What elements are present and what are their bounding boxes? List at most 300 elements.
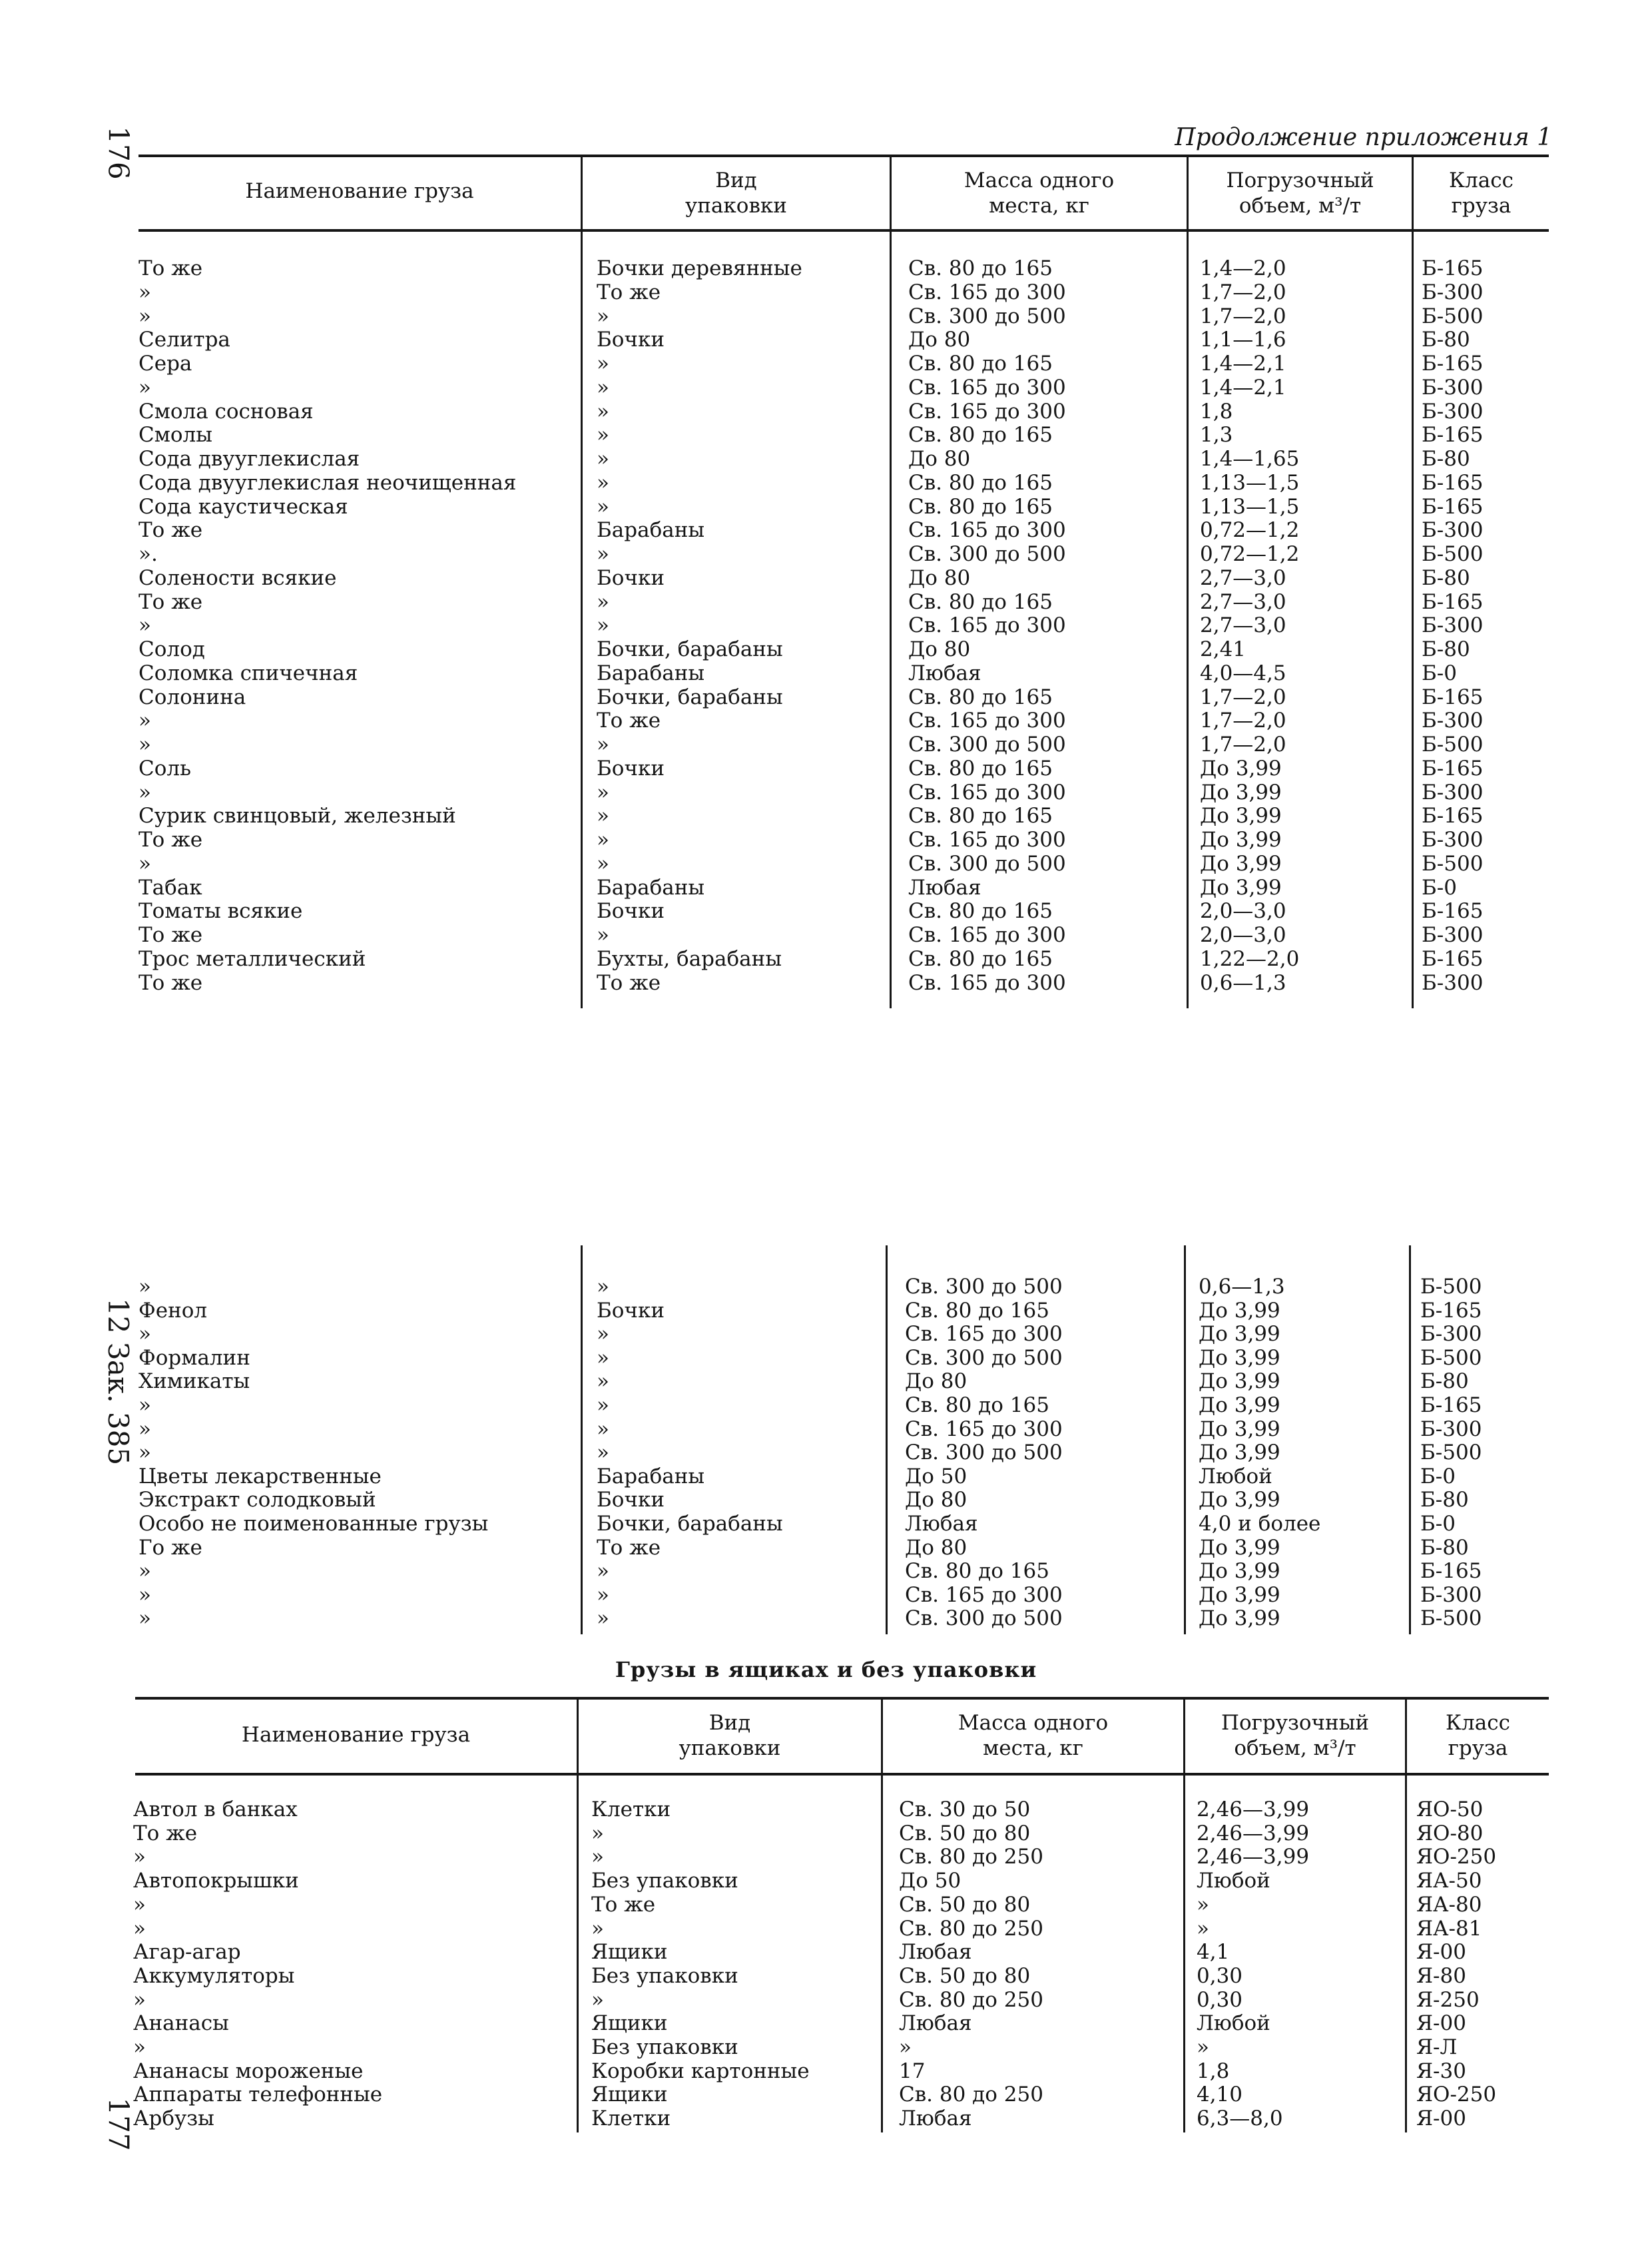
cell-name: » (138, 780, 151, 805)
header-mass-2: места, кг (983, 1736, 1083, 1760)
cell-class: Б-165 (1420, 1559, 1482, 1584)
cell-name: Аппараты телефонные (133, 2083, 383, 2107)
cell-volume: 0,72—1,2 (1200, 542, 1300, 566)
cell-class: Б-165 (1422, 494, 1484, 519)
table-row (0, 662, 1652, 685)
cell-class: Я-30 (1416, 2059, 1466, 2083)
cell-volume: 0,72—1,2 (1200, 518, 1300, 543)
cell-volume: До 3,99 (1200, 756, 1282, 781)
table-row (0, 1798, 1652, 1821)
cell-mass: Св. 80 до 165 (908, 589, 1053, 614)
cell-mass: Св. 80 до 165 (908, 494, 1053, 519)
table-row (0, 472, 1652, 495)
cell-packaging: Клетки (591, 1797, 671, 1821)
header-volume-1: Погрузочный (1226, 168, 1374, 192)
table-row (0, 1893, 1652, 1917)
cell-volume: 4,10 (1197, 2083, 1243, 2107)
cell-mass: Св. 80 до 250 (899, 1987, 1043, 2012)
table-row (0, 805, 1652, 828)
cell-mass: Св. 80 до 250 (899, 2083, 1043, 2107)
cell-volume: 1,7—2,0 (1200, 685, 1286, 709)
cell-class: Б-500 (1422, 733, 1484, 757)
cell-mass: До 80 (905, 1369, 967, 1394)
cell-class: Б-80 (1420, 1369, 1469, 1394)
cell-name: ». (138, 542, 158, 566)
cell-volume: До 3,99 (1199, 1559, 1280, 1584)
cell-mass: Св. 165 до 300 (908, 970, 1066, 995)
header-class-1: Класс (1446, 1711, 1510, 1735)
cell-packaging: » (597, 1345, 609, 1370)
header-mass-2: места, кг (989, 194, 1089, 218)
cell-name: Ананасы мороженые (133, 2059, 364, 2083)
cell-mass: До 80 (908, 328, 971, 352)
cell-mass: Св. 165 до 300 (905, 1582, 1063, 1607)
cell-class: Б-300 (1422, 970, 1484, 995)
table-row (0, 686, 1652, 709)
cell-name: Сода двууглекислая (138, 447, 360, 471)
cell-packaging: » (597, 1393, 609, 1417)
cell-mass: Св. 80 до 165 (908, 685, 1053, 709)
cell-packaging: Бочки (597, 1488, 665, 1512)
cell-mass: » (899, 2035, 912, 2059)
cell-class: Б-165 (1422, 756, 1484, 781)
cell-mass: Св. 300 до 500 (905, 1345, 1063, 1370)
cell-name: Ананасы (133, 2011, 229, 2036)
table3-header-rule (135, 1773, 1549, 1776)
cell-name: » (133, 1892, 146, 1917)
cell-volume: До 3,99 (1199, 1369, 1280, 1394)
table-row (0, 1845, 1652, 1869)
cell-name: Арбузы (133, 2106, 214, 2131)
cell-mass: Св. 300 до 500 (908, 733, 1066, 757)
cell-packaging: » (597, 923, 609, 947)
table-row (0, 1869, 1652, 1893)
cell-packaging: » (597, 447, 609, 471)
cell-volume: 1,1—1,6 (1200, 328, 1286, 352)
cell-mass: Св. 165 до 300 (905, 1417, 1063, 1441)
table1-header-rule (138, 229, 1549, 232)
cell-volume: 1,3 (1200, 423, 1233, 448)
cell-mass: До 80 (908, 637, 971, 661)
cell-class: Б-80 (1420, 1535, 1469, 1560)
cell-class: Б-300 (1422, 375, 1484, 400)
cell-packaging: Бочки (597, 756, 665, 781)
header-pack-2: упаковки (685, 194, 787, 218)
cell-name: » (138, 1275, 151, 1299)
cell-mass: Св. 300 до 500 (908, 851, 1066, 876)
cell-name: Автопокрышки (133, 1869, 299, 1893)
cell-volume: 0,30 (1197, 1963, 1243, 1988)
table-row (0, 733, 1652, 757)
cell-mass: Св. 80 до 165 (905, 1559, 1049, 1584)
continuation-caption: Продолжение приложения 1 (1175, 124, 1552, 151)
cell-class: Я-00 (1416, 1940, 1466, 1965)
cell-mass: Св. 165 до 300 (908, 280, 1066, 304)
cell-mass: Св. 50 до 80 (899, 1963, 1031, 1988)
cell-name: Особо не поименованные грузы (138, 1512, 489, 1536)
cell-mass: Св. 300 до 500 (908, 304, 1066, 328)
cell-packaging: » (597, 494, 609, 519)
cell-class: Б-165 (1422, 804, 1484, 828)
table-row (0, 591, 1652, 614)
cell-mass: Св. 80 до 165 (908, 756, 1053, 781)
cell-name: » (138, 709, 151, 733)
table-row (0, 614, 1652, 637)
cell-packaging: » (597, 423, 609, 448)
cell-packaging: Бухты, барабаны (597, 946, 782, 971)
cell-mass: Любая (908, 875, 981, 900)
cell-packaging: То же (597, 1535, 661, 1560)
cell-name: » (138, 1417, 151, 1441)
cell-name: Аккумуляторы (133, 1963, 295, 1988)
cell-volume: До 3,99 (1199, 1298, 1280, 1323)
cell-class: ЯА-50 (1416, 1869, 1482, 1893)
cell-mass: Св. 80 до 165 (908, 946, 1053, 971)
cell-packaging: » (597, 399, 609, 424)
cell-mass: Св. 165 до 300 (908, 518, 1066, 543)
cell-volume: 1,4—2,0 (1200, 256, 1286, 280)
table-row (0, 257, 1652, 280)
cell-volume: 4,0—4,5 (1200, 661, 1286, 685)
cell-mass: 17 (899, 2059, 926, 2083)
cell-volume: 1,13—1,5 (1200, 494, 1300, 519)
cell-class: Я-00 (1416, 2011, 1466, 2036)
table-row (0, 2107, 1652, 2130)
cell-volume: » (1197, 2035, 1209, 2059)
cell-packaging: Бочки, барабаны (597, 685, 783, 709)
cell-class: Б-300 (1422, 709, 1484, 733)
cell-packaging: Барабаны (597, 661, 705, 685)
header-name: Наименование груза (245, 179, 474, 203)
cell-volume: До 3,99 (1199, 1535, 1280, 1560)
cell-class: Б-500 (1422, 851, 1484, 876)
cell-packaging: То же (597, 709, 661, 733)
cell-class: ЯО-80 (1416, 1821, 1484, 1845)
cell-packaging: Бочки (597, 328, 665, 352)
cell-class: Б-300 (1422, 518, 1484, 543)
cell-packaging: » (597, 1322, 609, 1347)
cell-mass: Св. 50 до 80 (899, 1821, 1031, 1845)
cell-mass: Св. 165 до 300 (908, 828, 1066, 852)
cell-mass: До 50 (899, 1869, 962, 1893)
cell-volume: 1,7—2,0 (1200, 280, 1286, 304)
cell-volume: » (1197, 1916, 1209, 1941)
header-volume-1: Погрузочный (1221, 1711, 1370, 1735)
cell-name: Селитра (138, 328, 230, 352)
cell-packaging: Бочки, барабаны (597, 637, 783, 661)
table-row (0, 948, 1652, 971)
table-row (0, 1822, 1652, 1845)
cell-name: Солонина (138, 685, 246, 709)
table-row (0, 448, 1652, 471)
cell-volume: 2,46—3,99 (1197, 1797, 1310, 1821)
cell-class: Б-165 (1422, 589, 1484, 614)
cell-packaging: » (597, 1417, 609, 1441)
cell-packaging: Коробки картонные (591, 2059, 810, 2083)
table-row (0, 1917, 1652, 1941)
cell-mass: Св. 80 до 165 (908, 256, 1053, 280)
cell-volume: 2,46—3,99 (1197, 1845, 1310, 1869)
header-class-2: груза (1448, 1736, 1508, 1760)
table-row (0, 1965, 1652, 1988)
cell-class: Б-300 (1422, 828, 1484, 852)
cell-mass: Св. 80 до 250 (899, 1916, 1043, 1941)
cell-mass: Св. 80 до 165 (908, 423, 1053, 448)
cell-packaging: » (597, 304, 609, 328)
cell-packaging: » (597, 1369, 609, 1394)
cell-volume: 1,13—1,5 (1200, 470, 1300, 495)
cell-class: Б-500 (1420, 1345, 1482, 1370)
cell-packaging: Барабаны (597, 518, 705, 543)
cell-class: Б-300 (1422, 399, 1484, 424)
cell-name: Сода каустическая (138, 494, 348, 519)
table-row (0, 543, 1652, 566)
cell-name: То же (138, 923, 203, 947)
cell-packaging: Без упаковки (591, 1963, 738, 1988)
cell-class: Б-300 (1420, 1417, 1482, 1441)
cell-name: Сурик свинцовый, железный (138, 804, 456, 828)
cell-volume: 1,4—2,1 (1200, 352, 1286, 376)
table-row (0, 924, 1652, 947)
cell-mass: Св. 300 до 500 (905, 1606, 1063, 1631)
cell-volume: До 3,99 (1199, 1345, 1280, 1370)
cell-class: Б-300 (1422, 613, 1484, 638)
cell-volume: 1,7—2,0 (1200, 304, 1286, 328)
cell-class: Б-165 (1420, 1393, 1482, 1417)
cell-name: » (133, 1916, 146, 1941)
header-mass-1: Масса одного (964, 168, 1115, 192)
cell-name: Экстракт солодковый (138, 1488, 376, 1512)
cell-volume: 2,7—3,0 (1200, 565, 1286, 590)
cell-name: То же (138, 828, 203, 852)
cell-name: То же (133, 1821, 198, 1845)
cell-class: Б-165 (1422, 352, 1484, 376)
header-pack-2: упаковки (679, 1736, 781, 1760)
table-row (0, 781, 1652, 805)
cell-class: Б-500 (1420, 1606, 1482, 1631)
cell-mass: До 50 (905, 1464, 967, 1488)
table-row (0, 1512, 1652, 1536)
cell-mass: Св. 30 до 50 (899, 1797, 1031, 1821)
cell-volume: 0,6—1,3 (1199, 1275, 1285, 1299)
cell-volume: 1,7—2,0 (1200, 733, 1286, 757)
cell-volume: До 3,99 (1199, 1488, 1280, 1512)
cell-class: Б-80 (1420, 1488, 1469, 1512)
cell-packaging: » (597, 828, 609, 852)
table3-top-rule (135, 1697, 1549, 1700)
cell-mass: До 80 (905, 1488, 967, 1512)
cell-name: » (133, 1845, 146, 1869)
cell-packaging: Бочки (597, 899, 665, 924)
cell-class: Б-80 (1422, 637, 1470, 661)
cell-class: Б-165 (1422, 423, 1484, 448)
cell-name: Формалин (138, 1345, 250, 1370)
cell-class: Б-165 (1420, 1298, 1482, 1323)
cell-volume: До 3,99 (1200, 780, 1282, 805)
table-row (0, 1394, 1652, 1417)
cell-name: Сера (138, 352, 192, 376)
cell-name: » (138, 1393, 151, 1417)
cell-packaging: » (597, 352, 609, 376)
cell-packaging: » (591, 1821, 604, 1845)
cell-name: Трос металлический (138, 946, 366, 971)
cell-class: Б-0 (1422, 661, 1457, 685)
cell-name: » (138, 1441, 151, 1465)
cell-packaging: То же (591, 1892, 656, 1917)
cell-packaging: » (597, 733, 609, 757)
page-number-top: 176 (102, 126, 135, 180)
cell-packaging: » (597, 470, 609, 495)
cell-class: Я-Л (1416, 2035, 1458, 2059)
cell-class: Я-00 (1416, 2106, 1466, 2131)
header-pack-1: Вид (715, 168, 757, 192)
cell-mass: Св. 80 до 250 (899, 1845, 1043, 1869)
cell-mass: Св. 165 до 300 (908, 613, 1066, 638)
cell-name: Цветы лекарственные (138, 1464, 382, 1488)
cell-packaging: Бочки (597, 1298, 665, 1323)
cell-name: Соломка спичечная (138, 661, 358, 685)
cell-mass: Св. 300 до 500 (905, 1441, 1063, 1465)
cell-mass: Св. 80 до 165 (908, 804, 1053, 828)
cell-name: То же (138, 589, 203, 614)
table-row (0, 900, 1652, 923)
cell-mass: Св. 300 до 500 (905, 1275, 1063, 1299)
cell-class: Б-300 (1420, 1582, 1482, 1607)
table-row (0, 972, 1652, 995)
cell-mass: Св. 165 до 300 (905, 1322, 1063, 1347)
cell-packaging: Ящики (591, 1940, 668, 1965)
cell-class: Б-0 (1422, 875, 1457, 900)
cell-volume: Любой (1197, 1869, 1270, 1893)
cell-volume: 4,1 (1197, 1940, 1230, 1965)
table-row (0, 1607, 1652, 1630)
table-row (0, 1536, 1652, 1560)
cell-volume: 1,7—2,0 (1200, 709, 1286, 733)
table-row (0, 567, 1652, 590)
cell-volume: 1,4—1,65 (1200, 447, 1300, 471)
cell-name: » (138, 1322, 151, 1347)
cell-packaging: » (597, 1441, 609, 1465)
cell-volume: До 3,99 (1199, 1417, 1280, 1441)
cell-mass: Св. 300 до 500 (908, 542, 1066, 566)
cell-name: » (133, 1987, 146, 2012)
cell-mass: Любая (899, 2106, 972, 2131)
header-mass-1: Масса одного (958, 1711, 1109, 1735)
cell-name: » (138, 1582, 151, 1607)
table-row (0, 638, 1652, 661)
cell-packaging: Барабаны (597, 875, 705, 900)
cell-name: Автол в банках (133, 1797, 298, 1821)
cell-volume: Любой (1197, 2011, 1270, 2036)
table-row (0, 1323, 1652, 1346)
cell-volume: 2,0—3,0 (1200, 923, 1286, 947)
table-row (0, 2036, 1652, 2059)
cell-class: Б-300 (1422, 780, 1484, 805)
cell-volume: 6,3—8,0 (1197, 2106, 1283, 2131)
cell-volume: 2,46—3,99 (1197, 1821, 1310, 1845)
cell-packaging: То же (597, 280, 661, 304)
cell-packaging: Ящики (591, 2083, 668, 2107)
cell-packaging: » (591, 1845, 604, 1869)
table-row (0, 1275, 1652, 1299)
cell-name: Томаты всякие (138, 899, 303, 924)
cell-volume: 1,4—2,1 (1200, 375, 1286, 400)
cell-class: ЯО-250 (1416, 1845, 1497, 1869)
cell-class: ЯО-50 (1416, 1797, 1484, 1821)
cell-name: Солености всякие (138, 565, 337, 590)
cell-name: » (138, 1606, 151, 1631)
table-row (0, 495, 1652, 519)
cell-volume: До 3,99 (1200, 851, 1282, 876)
table-row (0, 1441, 1652, 1464)
cell-mass: Св. 80 до 165 (908, 899, 1053, 924)
cell-name: Смола сосновая (138, 399, 314, 424)
table-row (0, 1347, 1652, 1370)
table-row (0, 1370, 1652, 1393)
cell-name: » (138, 851, 151, 876)
table-row (0, 376, 1652, 400)
cell-packaging: Барабаны (597, 1464, 705, 1488)
cell-packaging: Бочки (597, 565, 665, 590)
table-row (0, 2060, 1652, 2083)
signature-mark: 12 Зак. 385 (102, 1297, 135, 1466)
table-row (0, 2083, 1652, 2106)
cell-mass: Любая (905, 1512, 978, 1536)
cell-class: Б-0 (1420, 1512, 1456, 1536)
cell-class: Б-300 (1422, 923, 1484, 947)
cell-mass: Любая (899, 2011, 972, 2036)
cell-packaging: » (591, 1987, 604, 2012)
cell-mass: Св. 80 до 165 (908, 470, 1053, 495)
cell-name: Агар-агар (133, 1940, 241, 1965)
cell-packaging: » (597, 780, 609, 805)
table-row (0, 1941, 1652, 1964)
cell-volume: 2,41 (1200, 637, 1246, 661)
cell-class: Б-165 (1422, 899, 1484, 924)
cell-name: » (138, 280, 151, 304)
cell-packaging: » (597, 542, 609, 566)
cell-volume: » (1197, 1892, 1209, 1917)
table-row (0, 328, 1652, 352)
cell-class: Я-80 (1416, 1963, 1466, 1988)
cell-packaging: » (591, 1916, 604, 1941)
cell-packaging: » (597, 804, 609, 828)
cell-packaging: Ящики (591, 2011, 668, 2036)
cell-mass: Любая (908, 661, 981, 685)
cell-packaging: » (597, 375, 609, 400)
cell-mass: Св. 165 до 300 (908, 399, 1066, 424)
table-row (0, 352, 1652, 376)
cell-mass: До 80 (908, 447, 971, 471)
table-row (0, 400, 1652, 424)
table-row (0, 1465, 1652, 1488)
cell-packaging: Клетки (591, 2106, 671, 2131)
cell-class: ЯА-80 (1416, 1892, 1482, 1917)
header-class-1: Класс (1449, 168, 1514, 192)
table-row (0, 876, 1652, 900)
cell-packaging: » (597, 589, 609, 614)
cell-volume: До 3,99 (1200, 804, 1282, 828)
cell-class: Б-80 (1422, 328, 1470, 352)
table-row (0, 828, 1652, 852)
header-volume-2: объем, м³/т (1239, 194, 1362, 218)
cell-class: Б-300 (1422, 280, 1484, 304)
cell-name: » (138, 733, 151, 757)
cell-packaging: » (597, 1275, 609, 1299)
cell-class: Б-165 (1422, 256, 1484, 280)
cell-volume: 1,8 (1200, 399, 1233, 424)
cell-volume: До 3,99 (1199, 1582, 1280, 1607)
